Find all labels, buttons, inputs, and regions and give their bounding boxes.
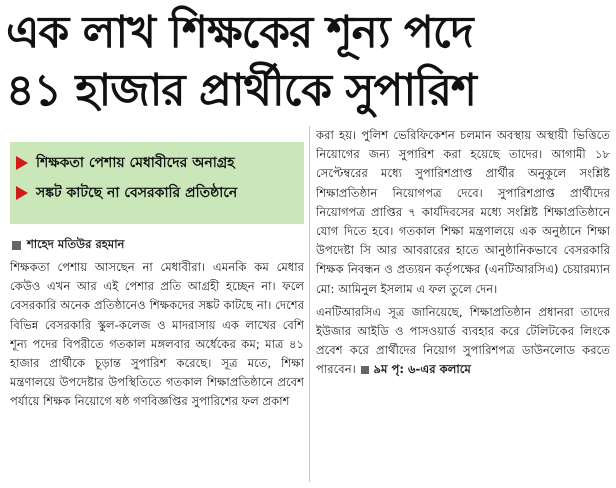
article-paragraph: করা হয়। পুলিশ ভেরিফিকেশন চলমান অবস্থায় অস্থায়ী ভিত্তিতে নিয়োগের জন্য সুপারিশ করা হয়েছে তাদের। আগামী ১৮ সেপ্টেম্বরের মধ্যে সুপারিশপ্রাপ্ত প্রার্থীর অনুকূলে সংশ্লিষ্ট শিক্ষাপ্রতিষ্ঠান নিয়োগপত্র দেবে। সুপারিশপ্রাপ্ত প্রার্থীদের নিয়োগপত্র প্রাপ্তির ৭ কার্যদিবসের মধ্যে সংশ্লিষ্ট শিক্ষাপ্রতিষ্ঠানে যোগ দিতে হবে। গতকাল শিক্ষা মন্ত্রণালয়ে এক অনুষ্ঠানে শিক্ষা উপদেষ্টা সি আর আবরারের হাতে আনুষ্ঠানিকভাবে বেসরকারি শিক্ষক নিবন্ধন ও প্রত্যয়ন কর্তৃপক্ষের (এনটিআরসিএ) চেয়ারম্যান মো: আমিনুল ইসলাম এ ফল তুলে দেন। (316, 128, 610, 296)
article-column-right (316, 126, 610, 484)
subhead-2 (16, 178, 298, 208)
subhead-1-text: শিক্ষকতা পেশায় মেধাবীদের অনাগ্রহ (36, 155, 235, 171)
continued-square-icon (361, 366, 369, 374)
byline-square-icon (12, 241, 21, 250)
headline-line-1: এক লাখ শিক্ষকের শূন্য পদে (6, 7, 473, 58)
headline (6, 4, 610, 120)
byline-author: শাহেদ মতিউর রহমান (27, 237, 125, 251)
byline (12, 236, 304, 255)
article-column-left (10, 258, 304, 480)
subhead-1 (16, 148, 298, 178)
column-divider (309, 126, 310, 482)
continued-note (359, 362, 470, 376)
subheads-box (10, 142, 304, 224)
headline-line-2: ৪১ হাজার প্রার্থীকে সুপারিশ (6, 65, 476, 116)
bullet-triangle-icon (16, 156, 28, 170)
article-paragraph: শিক্ষকতা পেশায় আসছেন না মেধাবীরা। এমনকি কম মেধার কেউও এখন আর এই পেশার প্রতি আগ্রহী হচ্ছেন না। ফলে বেসরকারি অনেক প্রতিষ্ঠানেও শিক্ষকদের সঙ্কট কাটছে না। দেশের বিভিন্ন বেসরকারি স্কুল-কলেজ ও মাদরাসায় এক লাখের বেশি শূন্য পদের বিপরীতে গতকাল মঙ্গলবার অর্ধেকের কম; মাত্র ৪১ হাজার প্রার্থীকে চূড়ান্ত সুপারিশ করেছে। সূত্র মতে, শিক্ষা মন্ত্রণালয়ে উপদেষ্টার উপস্থিতিতে গতকাল শিক্ষাপ্রতিষ্ঠানে প্রবেশ পর্যায়ে শিক্ষক নিয়োগে ষষ্ঠ গণবিজ্ঞপ্তির সুপারিশের ফল প্রকাশ (10, 260, 304, 409)
article-paragraph-text: এনটিআরসিএ সূত্র জানিয়েছে, শিক্ষাপ্রতিষ্ঠান প্রধানরা তাদের ইউজার আইডি ও পাসওয়ার্ড ব্যবহার করে টেলিটকের লিংকে প্রবেশ করে প্রার্থীদের নিয়োগ সুপারিশপত্র ডাউনলোড করতে পারবেন। (316, 304, 610, 377)
bullet-triangle-icon (16, 186, 28, 200)
article-paragraph (316, 303, 610, 380)
subhead-2-text: সঙ্কট কাটছে না বেসরকারি প্রতিষ্ঠানে (36, 185, 238, 201)
continued-text: ৯ম পৃ: ৬-এর কলামে (373, 362, 471, 377)
